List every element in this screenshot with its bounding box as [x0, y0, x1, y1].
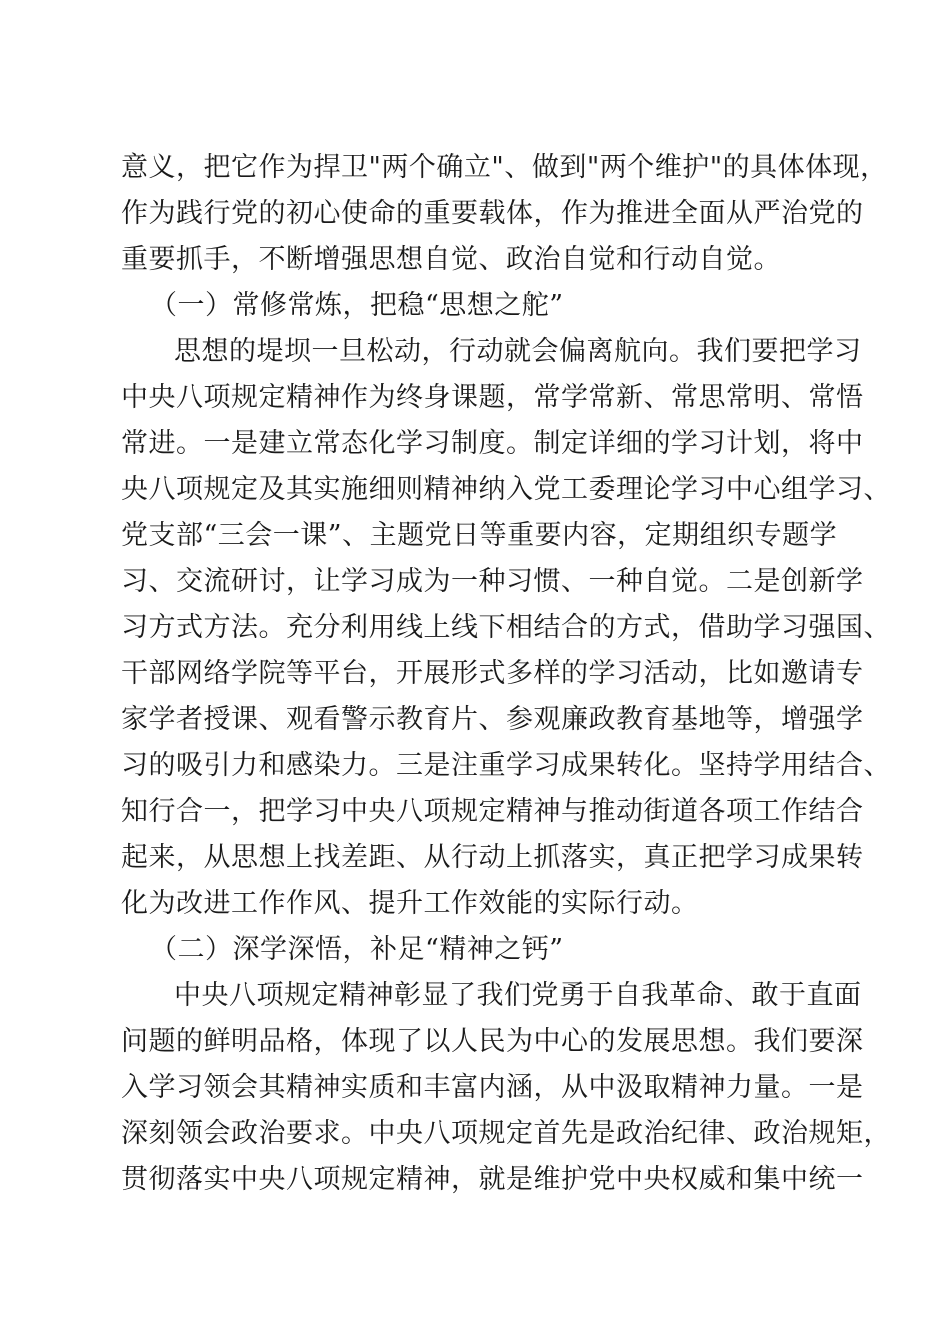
body-text-line: 意义，把它作为捍卫"两个确立"、做到"两个维护"的具体体现， [121, 152, 888, 183]
body-text-line: 深刻领会政治要求。中央八项规定首先是政治纪律、政治规矩， [121, 1118, 891, 1149]
body-text-line: 问题的鲜明品格，体现了以人民为中心的发展思想。我们要深 [121, 1026, 864, 1057]
body-text-line: 作为践行党的初心使命的重要载体，作为推进全面从严治党的 [121, 198, 864, 229]
section-heading-1: （一）常修常炼，把稳“思想之舵” [150, 290, 564, 321]
section-heading-2: （二）深学深悟，补足“精神之钙” [150, 934, 564, 965]
body-text-line: 知行合一，把学习中央八项规定精神与推动街道各项工作结合 [121, 796, 864, 827]
body-text-line: 习的吸引力和感染力。三是注重学习成果转化。坚持学用结合、 [121, 750, 891, 781]
body-text-line: 习、交流研讨，让学习成为一种习惯、一种自觉。二是创新学 [121, 566, 864, 597]
body-text-line: 干部网络学院等平台，开展形式多样的学习活动，比如邀请专 [121, 658, 864, 689]
body-text-line: 重要抓手，不断增强思想自觉、政治自觉和行动自觉。 [121, 244, 781, 275]
body-text-line: 中央八项规定精神作为终身课题，常学常新、常思常明、常悟 [121, 382, 864, 413]
body-text-line: 入学习领会其精神实质和丰富内涵，从中汲取精神力量。一是 [121, 1072, 864, 1103]
body-text-line: 习方式方法。充分利用线上线下相结合的方式，借助学习强国、 [121, 612, 891, 643]
body-text-line: 思想的堤坝一旦松动，行动就会偏离航向。我们要把学习 [174, 336, 862, 367]
body-text-line: 央八项规定及其实施细则精神纳入党工委理论学习中心组学习、 [121, 474, 891, 505]
body-text-line: 家学者授课、观看警示教育片、参观廉政教育基地等，增强学 [121, 704, 864, 735]
body-text-line: 贯彻落实中央八项规定精神，就是维护党中央权威和集中统一 [121, 1164, 864, 1195]
body-text-line: 中央八项规定精神彰显了我们党勇于自我革命、敢于直面 [174, 980, 862, 1011]
body-text-line: 党支部“三会一课”、主题党日等重要内容，定期组织专题学 [121, 520, 838, 551]
body-text-line: 起来，从思想上找差距、从行动上抓落实，真正把学习成果转 [121, 842, 864, 873]
body-text-line: 常进。一是建立常态化学习制度。制定详细的学习计划，将中 [121, 428, 864, 459]
body-text-line: 化为改进工作作风、提升工作效能的实际行动。 [121, 888, 699, 919]
